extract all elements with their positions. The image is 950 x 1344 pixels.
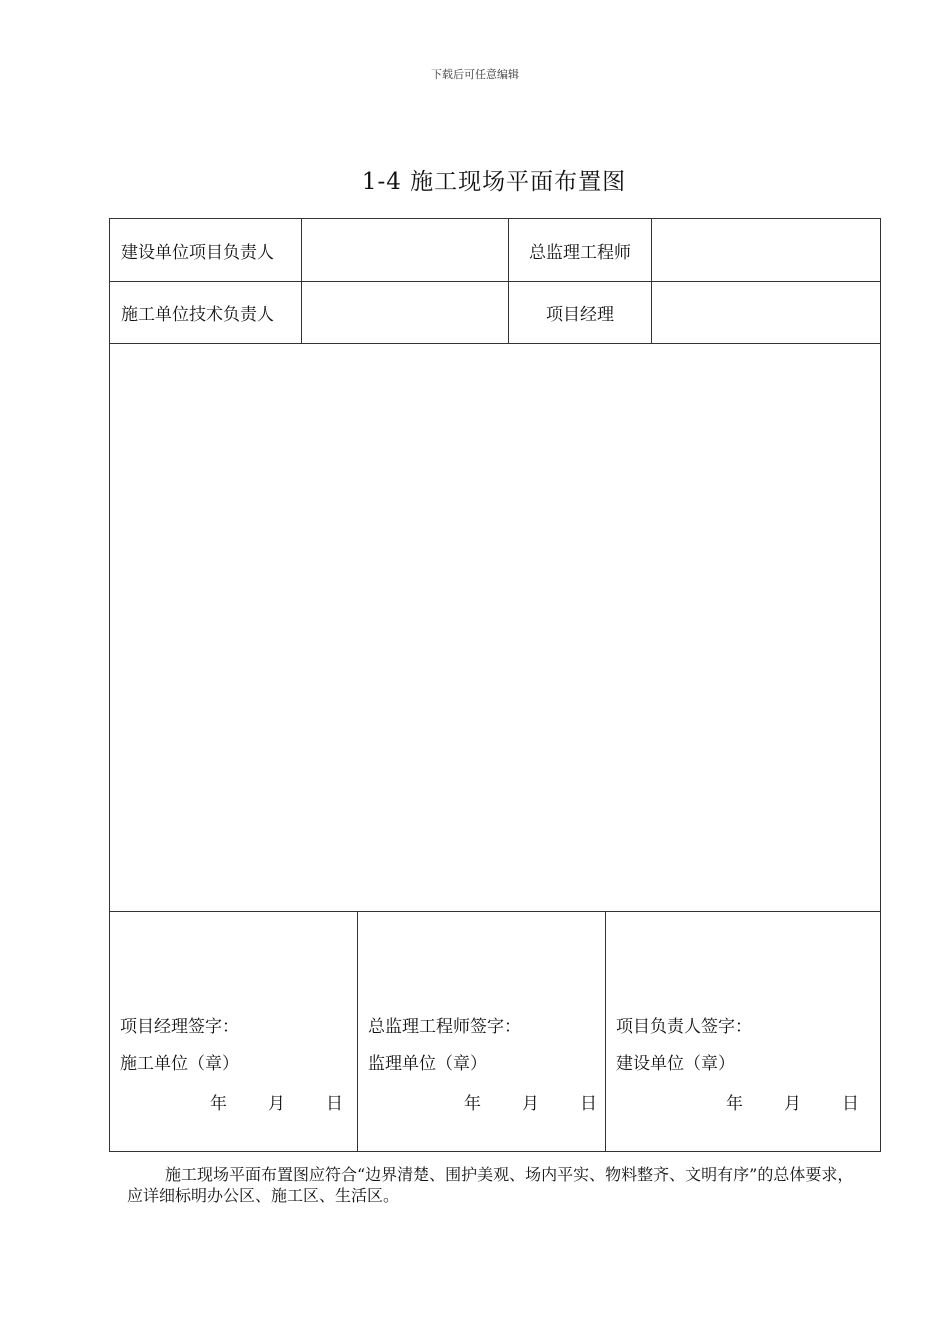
date-day: 日 xyxy=(580,1094,597,1114)
signature-label: 项目负责人签字： xyxy=(616,1017,752,1037)
signature-block-contractor[interactable] xyxy=(110,912,358,1151)
date-year: 年 xyxy=(464,1094,481,1114)
signature-block-supervisor[interactable] xyxy=(358,912,606,1151)
signature-block-owner[interactable] xyxy=(606,912,880,1151)
seal-label: 建设单位（章） xyxy=(616,1054,735,1074)
owner-project-manager-label: 建设单位项目负责人 xyxy=(110,219,302,281)
contractor-tech-lead-field[interactable] xyxy=(302,282,509,343)
signature-row xyxy=(110,912,880,1151)
project-manager-label: 项目经理 xyxy=(509,282,652,343)
date-day: 日 xyxy=(842,1094,859,1114)
seal-label: 监理单位（章） xyxy=(368,1054,487,1074)
date-year: 年 xyxy=(210,1094,227,1114)
date-month: 月 xyxy=(784,1094,801,1114)
form-row-owner xyxy=(110,219,880,282)
chief-supervisor-label: 总监理工程师 xyxy=(509,219,652,281)
date-day: 日 xyxy=(326,1094,343,1114)
date-month: 月 xyxy=(268,1094,285,1114)
signature-label: 项目经理签字： xyxy=(120,1017,239,1037)
form-row-contractor xyxy=(110,282,880,344)
signature-date xyxy=(464,1089,597,1114)
date-year: 年 xyxy=(726,1094,743,1114)
site-layout-form xyxy=(109,218,881,1152)
document-title: 1-4 施工现场平面布置图 xyxy=(361,169,627,195)
header-note: 下载后可任意编辑 xyxy=(431,68,519,81)
signature-date xyxy=(210,1089,343,1114)
contractor-tech-lead-label: 施工单位技术负责人 xyxy=(110,282,302,343)
signature-label: 总监理工程师签字： xyxy=(368,1017,521,1037)
chief-supervisor-field[interactable] xyxy=(652,219,880,281)
layout-drawing-area[interactable] xyxy=(110,344,880,912)
owner-project-manager-field[interactable] xyxy=(302,219,509,281)
signature-date xyxy=(726,1089,859,1114)
date-month: 月 xyxy=(522,1094,539,1114)
footnote: 施工现场平面布置图应符合“边界清楚、围护美观、场内平实、物料整齐、文明有序”的总体要求，应详细标明办公区、施工区、生活区。 xyxy=(127,1165,854,1205)
project-manager-field[interactable] xyxy=(652,282,880,343)
seal-label: 施工单位（章） xyxy=(120,1054,239,1074)
